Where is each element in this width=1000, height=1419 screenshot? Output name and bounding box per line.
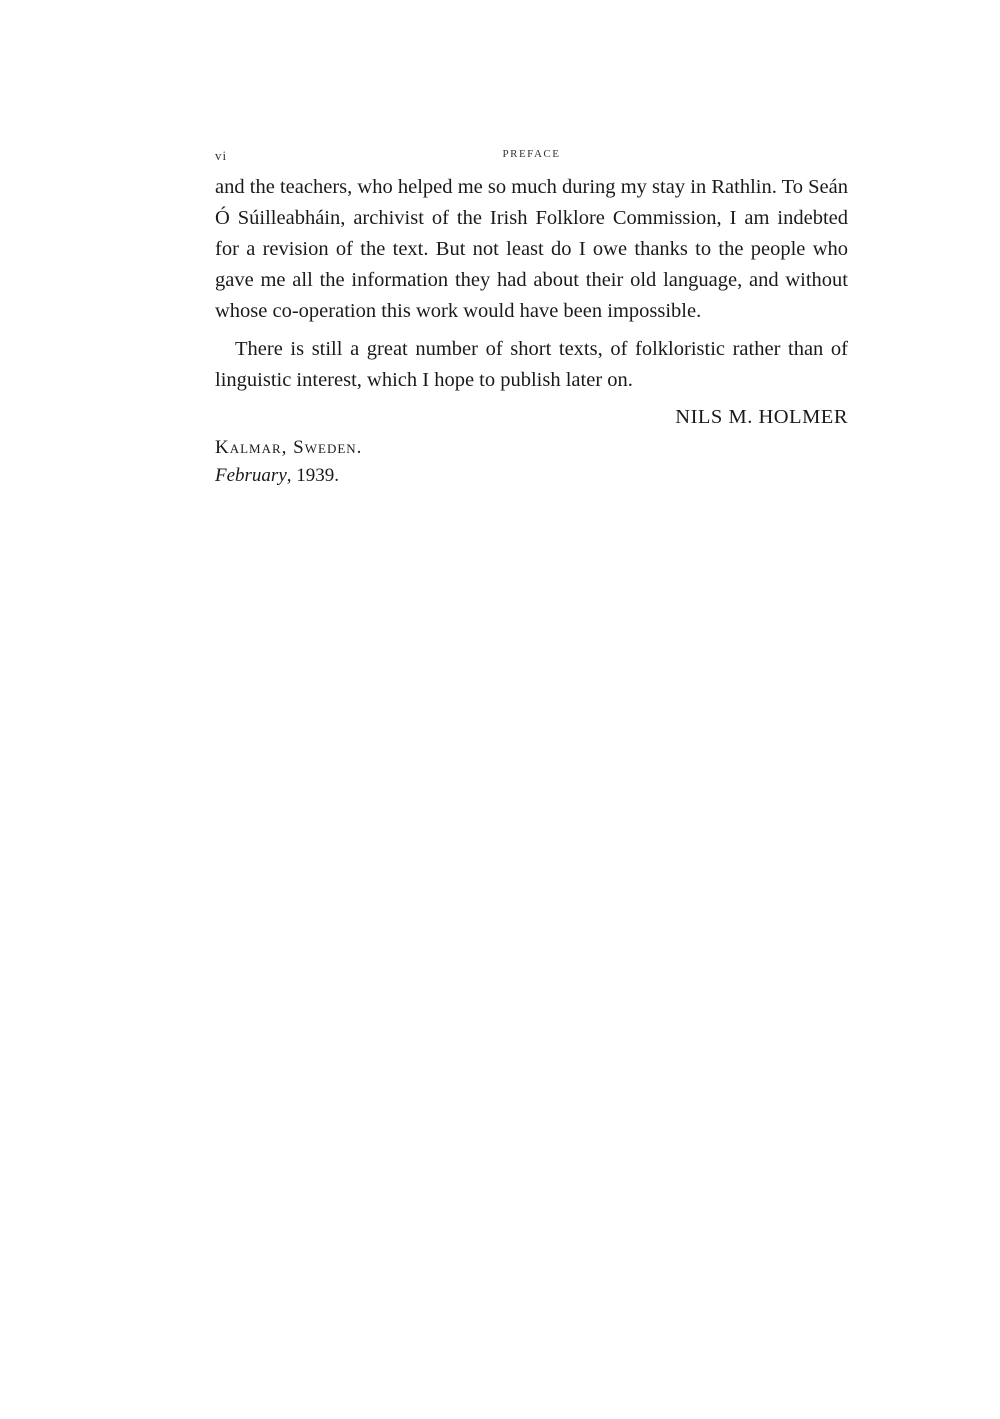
page-number: vi <box>215 148 228 163</box>
date-year: , 1939. <box>286 465 340 486</box>
running-head <box>215 148 848 172</box>
author-signature: NILS M. HOLMER <box>675 406 848 428</box>
place-line: Kalmar, Sweden. <box>215 437 363 458</box>
paragraph-closing: There is still a great number of short texts, of folkloristic rather than of linguistic interest, which I hope to publish later on. <box>215 338 848 391</box>
running-title: PREFACE <box>502 148 561 160</box>
book-page <box>215 148 848 490</box>
date-month: February <box>215 465 287 486</box>
date-line <box>215 462 848 490</box>
paragraph-continued: and the teachers, who helped me so much during my stay in Rathlin. To Seán Ó Súilleabháin, archivist of the Irish Folklore Commission, I am indebted for a revision of the text. But not least do I owe thanks to the people who gave me all the information they had about their old language, and without whose co-operation this work would have been impossible. <box>215 176 848 322</box>
